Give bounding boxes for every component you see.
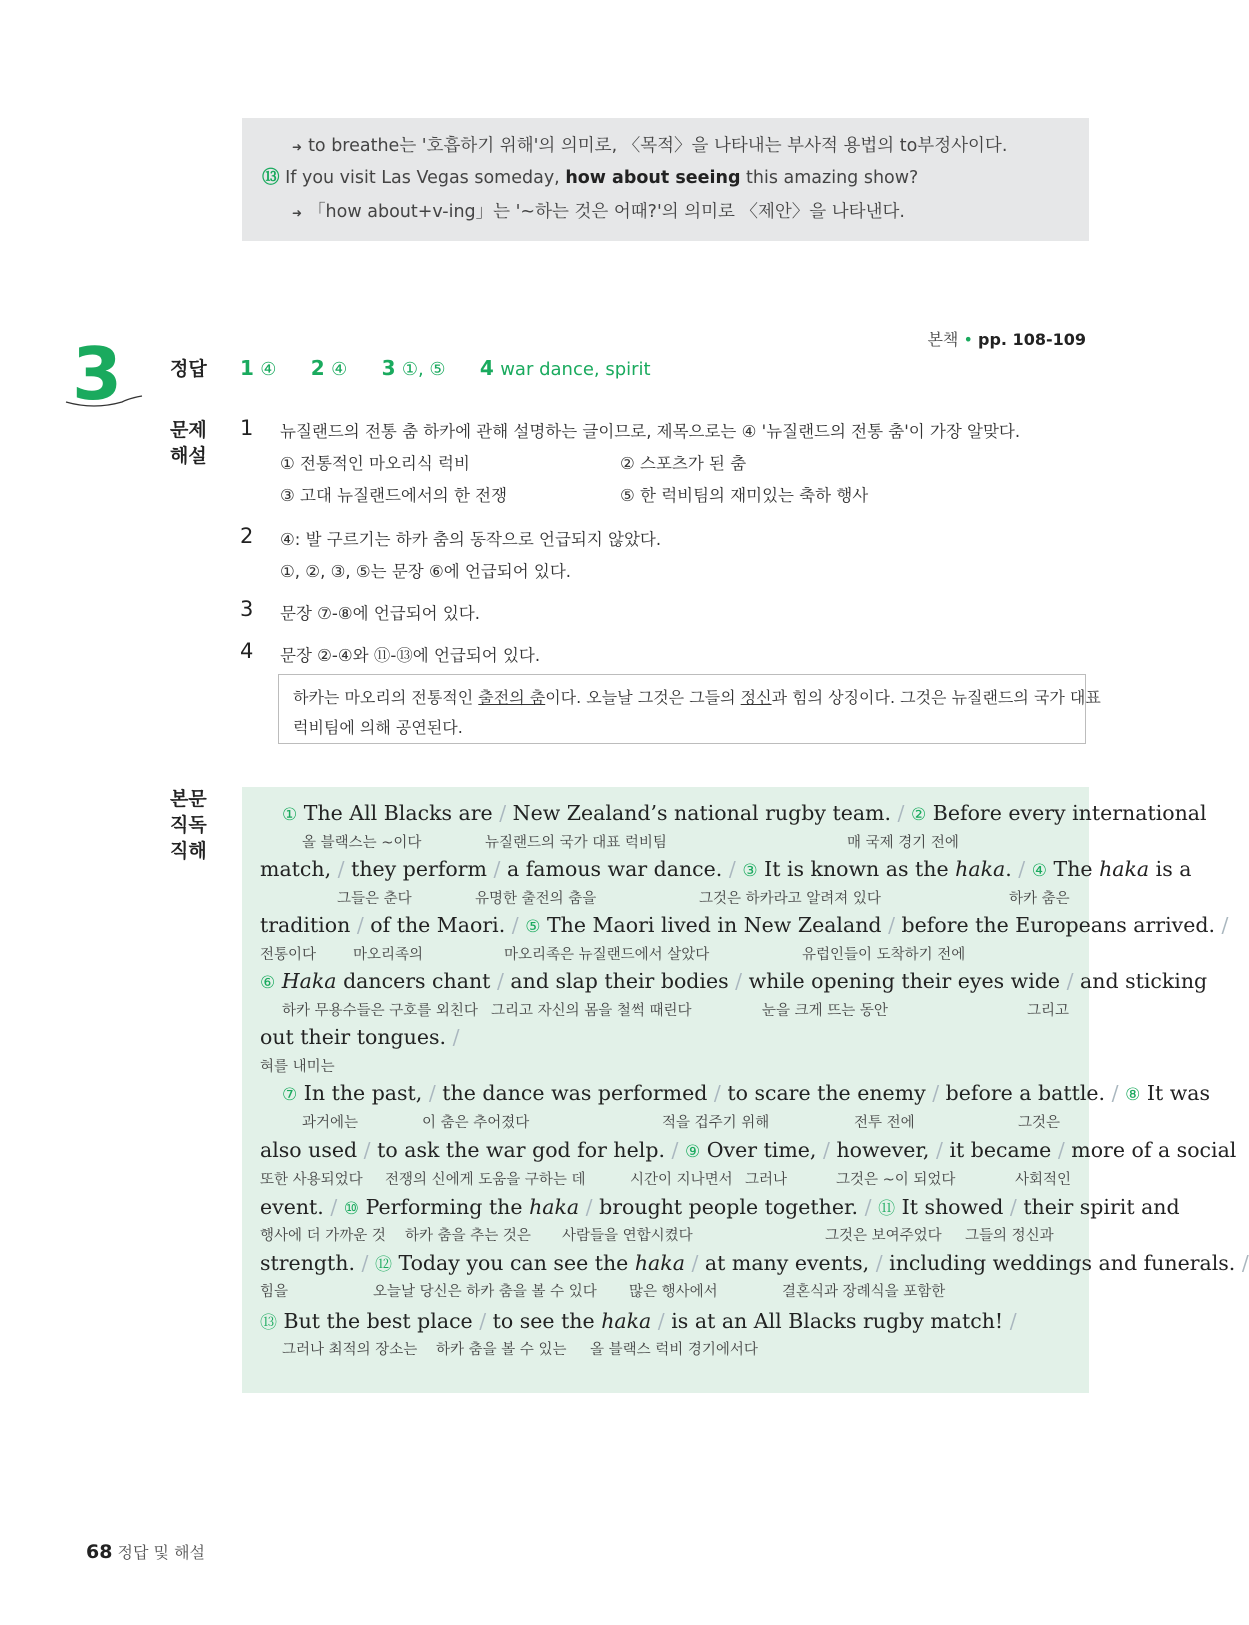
translation: 그들은 춘다 <box>337 891 412 907</box>
bullet-icon: • <box>963 330 973 349</box>
arrow-icon: ➜ <box>292 206 303 220</box>
passage-line-2: match, / they perform / a famous war dance. / ③ It is known as the haka. / ④ The haka is a <box>260 857 1192 881</box>
explanation-label: 문제 해설 <box>170 419 207 467</box>
reading-label: 본문 직독 직해 <box>170 788 207 862</box>
grammar-note-box <box>242 118 1089 241</box>
note-text-1: to breathe는 '호흡하기 위해'의 의미로, 〈목적〉을 나타내는 부사적 용법의 to부정사이다. <box>308 136 1008 156</box>
page-footer <box>86 1540 205 1563</box>
translation: 오늘날 당신은 하카 춤을 볼 수 있다 <box>373 1284 597 1300</box>
answer-label: 정답 <box>170 358 207 380</box>
translation: 이 춤은 추어졌다 <box>422 1115 530 1131</box>
passage-line-8: event. / ⑩ Performing the haka / brought people together. / ⑪ It showed / their spirit and <box>260 1195 1180 1219</box>
translation: 결혼식과 장례식을 포함한 <box>782 1284 946 1300</box>
footer-label: 정답 및 해설 <box>117 1543 205 1562</box>
reading-passage-box <box>242 787 1249 1393</box>
passage-line-7: also used / to ask the war god for help. / ⑨ Over time, / however, / it became / more of a social <box>260 1138 1237 1162</box>
note-sentence-post: this amazing show? <box>740 168 919 188</box>
note-sentence-bold: how about seeing <box>565 168 741 188</box>
translation: 그리고 자신의 몸을 철썩 때린다 <box>491 1003 692 1019</box>
passage-line-3: tradition / of the Maori. / ⑤ The Maori lived in New Zealand / before the Europeans arrived. / <box>260 913 1229 937</box>
q3-explanation: 문장 ⑦-⑧에 언급되어 있다. <box>280 604 480 623</box>
translation: 유럽인들이 도착하기 전에 <box>802 947 966 963</box>
translation: 하카 춤을 추는 것은 <box>405 1228 531 1244</box>
note-line-2 <box>262 164 918 189</box>
page-reference-label: 본책 <box>927 330 959 349</box>
page-reference <box>927 327 1086 350</box>
answer-list <box>240 356 679 380</box>
passage-line-10: ⑬ But the best place / to see the haka / is at an All Blacks rugby match! / <box>260 1309 1017 1333</box>
translation: 뉴질랜드의 국가 대표 럭비팀 <box>485 835 667 851</box>
note-text-3: 「how about+v-ing」는 '~하는 것은 어때?'의 의미로 〈제안〉을 나타낸다. <box>308 202 905 222</box>
passage-line-5: out their tongues. / <box>260 1025 460 1049</box>
page-number: 68 <box>86 1541 113 1563</box>
translation: 하카 춤을 볼 수 있는 <box>436 1342 567 1358</box>
answer-2: 2 ④ <box>310 356 348 380</box>
translation: 과거에는 <box>302 1115 359 1131</box>
answer-1: 1 ④ <box>240 356 277 380</box>
translation: 유명한 출전의 춤을 <box>475 891 597 907</box>
passage-line-9: strength. / ⑫ Today you can see the haka / at many events, / including weddings and funerals. / <box>260 1251 1249 1275</box>
answer-3: 3 ①, ⑤ <box>381 356 446 380</box>
translation: 그러나 최적의 장소는 <box>282 1342 418 1358</box>
passage-line-4: ⑥ Haka dancers chant / and slap their bodies / while opening their eyes wide / and sticking <box>260 969 1208 993</box>
translation: 눈을 크게 뜨는 동안 <box>762 1003 888 1019</box>
translation: 힘을 <box>260 1284 289 1300</box>
translation: 전투 전에 <box>854 1115 915 1131</box>
translation: 사람들을 연합시켰다 <box>562 1228 693 1244</box>
translation: 그러나 <box>745 1172 788 1188</box>
q1-option-3: ③ 고대 뉴질랜드에서의 한 전쟁 <box>280 486 508 505</box>
translation: 많은 행사에서 <box>629 1284 718 1300</box>
translation: 전쟁의 신에게 도움을 구하는 데 <box>385 1172 586 1188</box>
q4-explanation: 문장 ②-④와 ⑪-⑬에 언급되어 있다. <box>280 646 541 665</box>
q1-option-1: ① 전통적인 마오리식 럭비 <box>280 454 470 473</box>
answer-4: 4 war dance, spirit <box>479 356 651 380</box>
q2-explanation-2: ①, ②, ③, ⑤는 문장 ⑥에 언급되어 있다. <box>280 562 572 581</box>
passage-line-1: ① The All Blacks are / New Zealand’s national rugby team. / ② Before every international <box>282 801 1207 825</box>
translation: 하카 춤은 <box>1009 891 1070 907</box>
summary-box <box>278 674 1101 744</box>
translation: 적을 겁주기 위해 <box>662 1115 770 1131</box>
arrow-icon: ➜ <box>292 140 303 154</box>
swoosh-decoration <box>64 392 144 412</box>
q1-option-5: ⑤ 한 럭비팀의 재미있는 축하 행사 <box>620 486 869 505</box>
translation: 하카 무용수들은 구호를 외친다 <box>282 1003 478 1019</box>
note-line-1 <box>292 132 1007 157</box>
translation: 그리고 <box>1027 1003 1070 1019</box>
section-number: 3 <box>72 332 123 416</box>
translation: 그들의 정신과 <box>965 1228 1054 1244</box>
page-reference-pages: pp. 108-109 <box>978 330 1086 349</box>
translation: 마오리족은 뉴질랜드에서 살았다 <box>504 947 710 963</box>
translation: 매 국제 경기 전에 <box>847 835 959 851</box>
summary-line-2: 럭비팀에 의해 공연된다. <box>293 718 463 737</box>
note-sentence-pre: If you visit Las Vegas someday, <box>285 168 566 188</box>
translation: 사회적인 <box>1015 1172 1072 1188</box>
translation: 올 블랙스는 ~이다 <box>302 835 422 851</box>
translation: 그것은 ~이 되었다 <box>836 1172 956 1188</box>
translation: 또한 사용되었다 <box>260 1172 363 1188</box>
q2-explanation-1: ④: 발 구르기는 하카 춤의 동작으로 언급되지 않았다. <box>280 530 662 549</box>
question-number: 3 <box>240 597 254 621</box>
translation: 혀를 내미는 <box>260 1059 335 1075</box>
translation: 전통이다 <box>260 947 317 963</box>
translation: 시간이 지나면서 <box>630 1172 733 1188</box>
translation: 올 블랙스 럭비 경기에서다 <box>590 1342 758 1358</box>
sentence-number: ⑬ <box>262 168 280 188</box>
blank-answer-2: 정신 <box>740 688 772 707</box>
question-number: 1 <box>240 416 254 440</box>
translation: 그것은 보여주었다 <box>825 1228 942 1244</box>
translation: 행사에 더 가까운 것 <box>260 1228 386 1244</box>
q1-option-2: ② 스포츠가 된 춤 <box>620 454 747 473</box>
question-number: 2 <box>240 524 254 548</box>
passage-line-6: ⑦ In the past, / the dance was performed / to scare the enemy / before a battle. / ⑧ It was <box>282 1081 1210 1105</box>
translation: 그것은 <box>1018 1115 1061 1131</box>
blank-answer-1: 출전의 춤 <box>478 688 546 707</box>
q1-explanation: 뉴질랜드의 전통 춤 하카에 관해 설명하는 글이므로, 제목으로는 ④ '뉴질랜드의 전통 춤'이 가장 알맞다. <box>280 422 1021 441</box>
translation: 그것은 하카라고 알려져 있다 <box>699 891 881 907</box>
question-number: 4 <box>240 639 254 663</box>
note-line-3 <box>292 198 905 223</box>
translation: 마오리족의 <box>353 947 424 963</box>
summary-line-1: 하카는 마오리의 전통적인 출전의 춤이다. 오늘날 그것은 그들의 정신과 힘의 상징이다. 그것은 뉴질랜드의 국가 대표 <box>293 688 1101 707</box>
